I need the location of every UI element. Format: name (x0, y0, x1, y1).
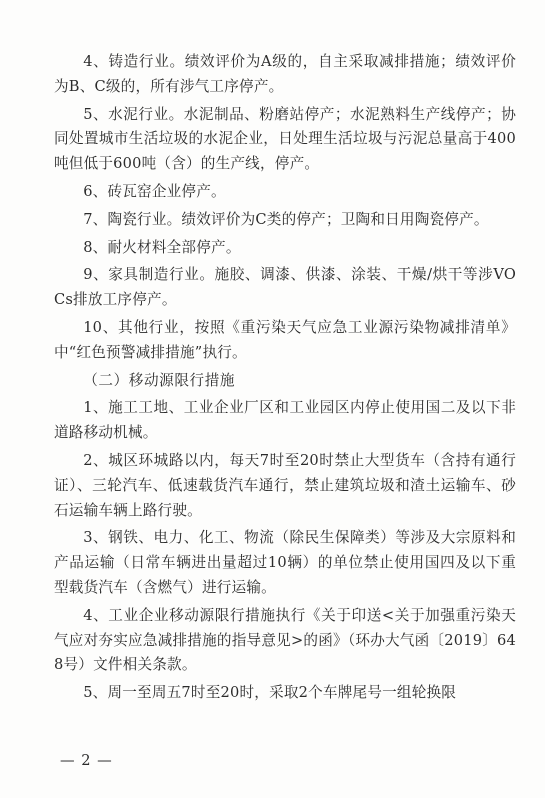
page-number: — 2 — (60, 752, 113, 769)
paragraph-other-industries: 10、其他行业，按照《重污染天气应急工业源污染物减排清单》中“红色预警减排措施”执行。 (54, 318, 516, 361)
section-heading-mobile-sources: （二）移动源限行措施 (83, 371, 236, 389)
paragraph-casting-industry: 4、铸造行业。绩效评价为A级的，自主采取减排措施；绩效评价为B、C级的，所有涉气工序停产。 (54, 53, 516, 95)
paragraph-industrial-mobile-sources: 4、工业企业移动源限行措施执行《关于印送<关于加强重污染天气应对夯实应急减排措施的指导意见>的函》（环办大气函〔2019〕648号）文件相关条款。 (54, 606, 516, 674)
paragraph-urban-traffic-restriction: 2、城区环城路以内，每天7时至20时禁止大型货车（含持有通行证）、三轮汽车、低速载货汽车通行，禁止建筑垃圾和渣土运输车、砂石运输车辆上路行驶。 (54, 451, 516, 519)
paragraph-plate-number-rotation: 5、周一至周五7时至20时，采取2个车牌尾号一组轮换限 (83, 684, 457, 702)
paragraph-ceramics-industry: 7、陶瓷行业。绩效评价为C类的停产；卫陶和日用陶瓷停产。 (83, 210, 489, 228)
paragraph-refractory-materials: 8、耐火材料全部停产。 (83, 238, 241, 256)
paragraph-bulk-transport: 3、钢铁、电力、化工、物流（除民生保障类）等涉及大宗原料和产品运输（日常车辆进出量超过10辆）的单位禁止使用国四及以下重型载货汽车（含燃气）进行运输。 (54, 529, 516, 596)
paragraph-cement-industry: 5、水泥行业。水泥制品、粉磨站停产；水泥熟料生产线停产；协同处置城市生活垃圾的水泥企业，日处理生活垃圾与污泥总量高于400吨但低于600吨（含）的生产线，停产。 (54, 105, 516, 173)
document-body (54, 50, 516, 709)
paragraph-furniture-manufacturing: 9、家具制造行业。施胶、调漆、供漆、涂装、干燥/烘干等涉VOCs排放工序停产。 (54, 266, 516, 309)
paragraph-brick-kiln: 6、砖瓦窑企业停产。 (83, 182, 226, 200)
paragraph-non-road-machinery: 1、施工工地、工业企业厂区和工业园区内停止使用国二及以下非道路移动机械。 (54, 399, 516, 442)
